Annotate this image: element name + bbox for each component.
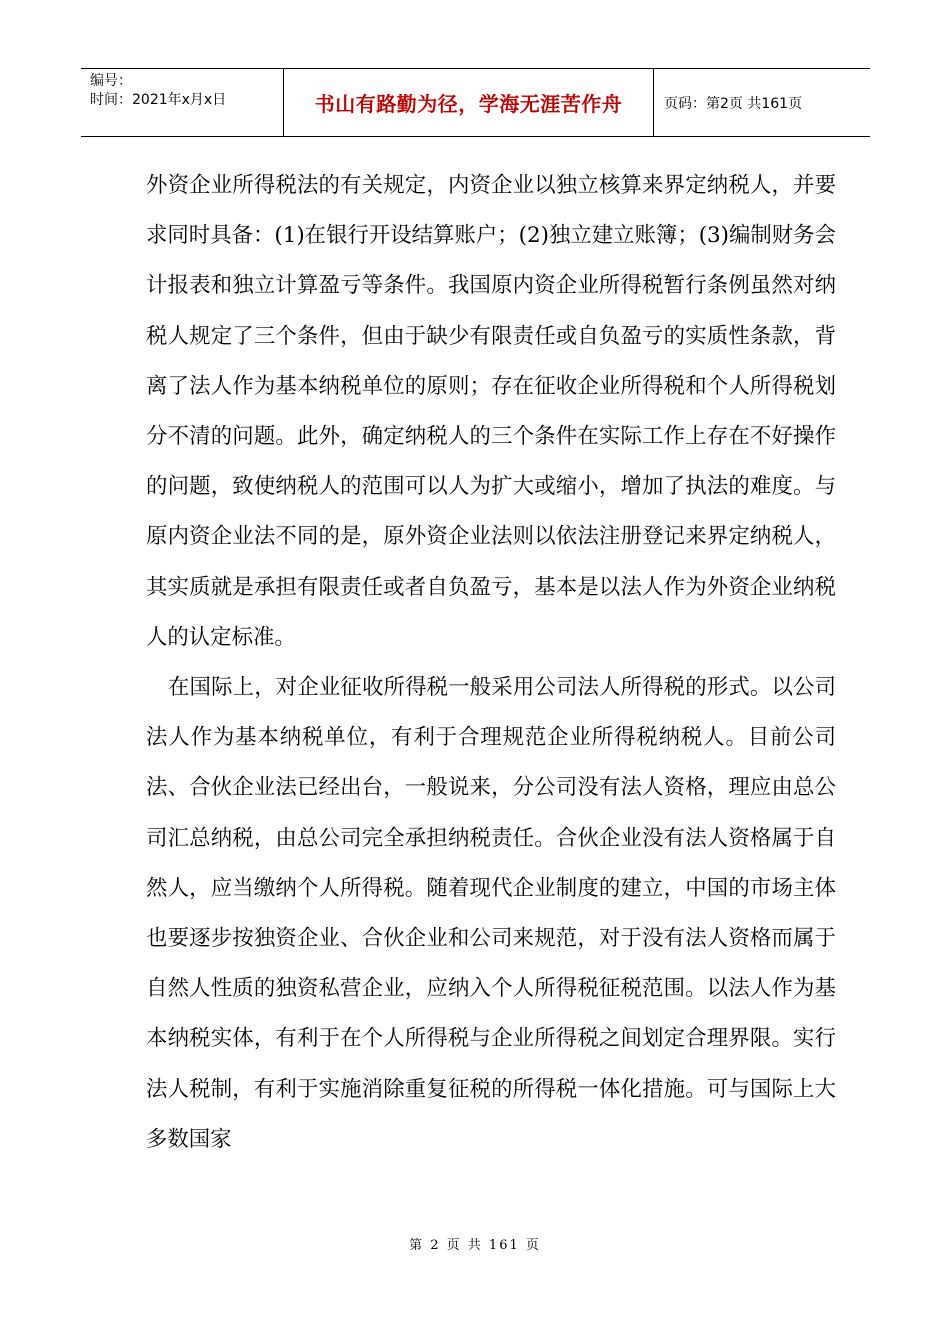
header-page-info: 页码：第2页 共161页 [664, 95, 803, 112]
document-header [81, 68, 870, 137]
header-page-info-cell [654, 69, 870, 136]
document-body [146, 161, 836, 1165]
header-motto: 书山有路勤为径，学海无涯苦作舟 [314, 92, 623, 116]
body-paragraph: 外资企业所得税法的有关规定，内资企业以独立核算来界定纳税人，并要求同时具备：(1)在银行开设结算账户；(2)独立建立账簿；(3)编制财务会计报表和独立计算盈亏等条件。我国原内资企业所得税暂行条例虽然对纳税人规定了三个条件，但由于缺少有限责任或自负盈亏的实质性条款，背离了法人作为基本纳税单位的原则；存在征收企业所得税和个人所得税划分不清的问题。此外，确定纳税人的三个条件在实际工作上存在不好操作的问题，致使纳税人的范围可以人为扩大或缩小，增加了执法的难度。与原内资企业法不同的是，原外资企业法则以依法注册登记来界定纳税人，其实质就是承担有限责任或者自负盈亏，基本是以法人作为外资企业纳税人的认定标准。 [146, 173, 836, 650]
body-paragraph: 在国际上，对企业征收所得税一般采用公司法人所得税的形式。以公司法人作为基本纳税单位，有利于合理规范企业所得税纳税人。目前公司法、合伙企业法已经出台，一般说来，分公司没有法人资格，理应由总公司汇总纳税，由总公司完全承担纳税责任。合伙企业没有法人资格属于自然人，应当缴纳个人所得税。随着现代企业制度的建立，中国的市场主体也要逐步按独资企业、合伙企业和公司来规范，对于没有法人资格而属于自然人性质的独资私营企业，应纳入个人所得税征税范围。以法人作为基本纳税实体，有利于在个人所得税与企业所得税之间划定合理界限。实行法人税制，有利于实施消除重复征税的所得税一体化措施。可与国际上大多数国家 [146, 675, 836, 1152]
page-footer: 第 2 页 共 161 页 [409, 1238, 541, 1253]
header-meta [81, 69, 284, 136]
document-date-label: 时间：2021年x月x日 [90, 92, 227, 108]
document-number-label: 编号： [90, 73, 132, 89]
header-motto-cell [284, 69, 654, 136]
